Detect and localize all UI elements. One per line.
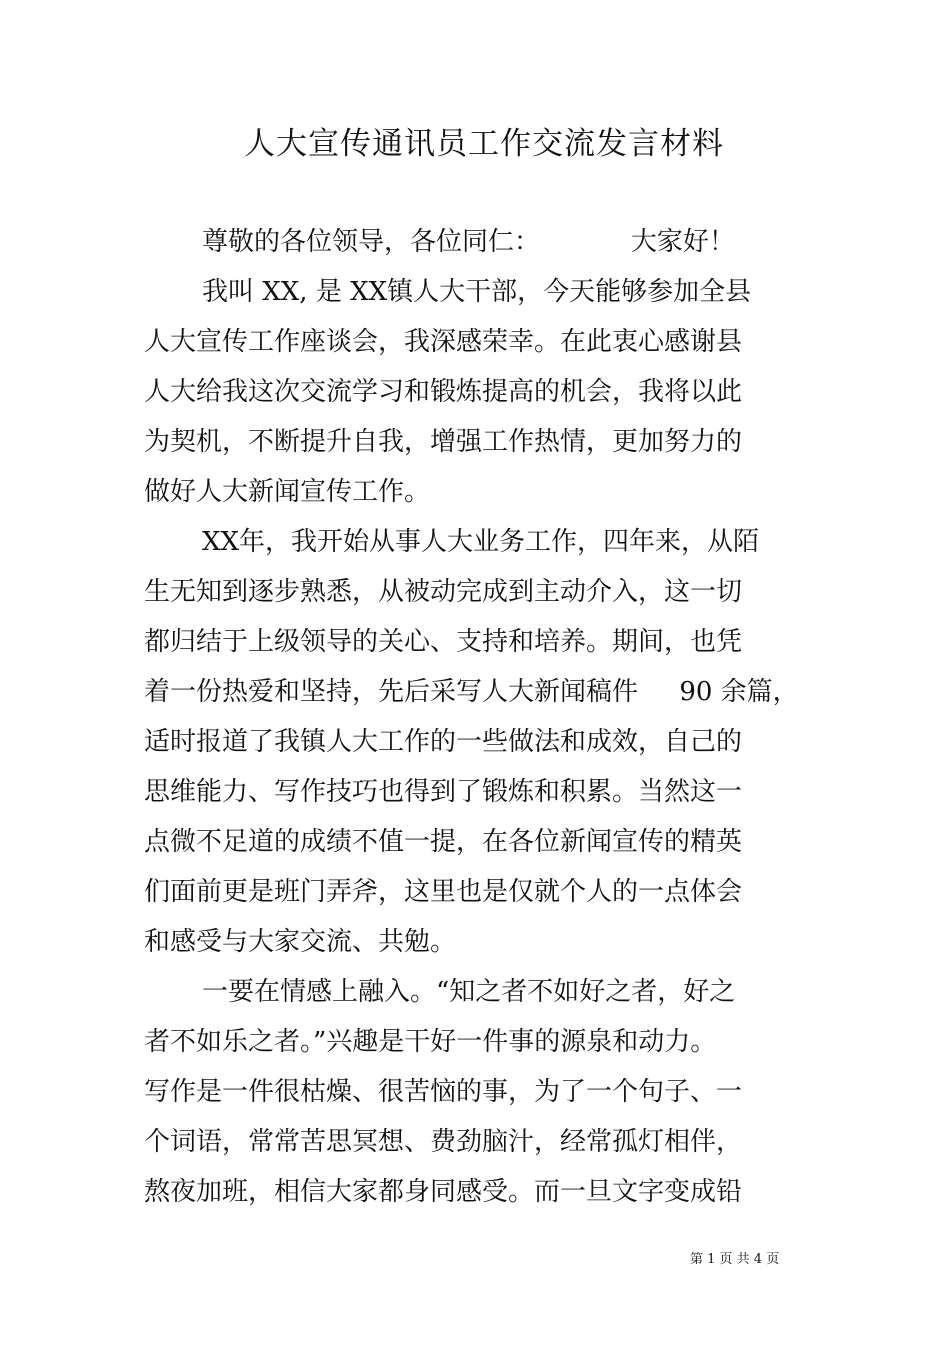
body-line: 人大给我这次交流学习和锻炼提高的机会，我将以此 xyxy=(144,377,743,407)
body-line: 们面前更是班门弄斧，这里也是仅就个人的一点体会 xyxy=(144,877,743,907)
body-line: 者不如乐之者。”兴趣是干好一件事的源泉和动力。 xyxy=(144,1027,717,1057)
body-line: XX年，我开始从事人大业务工作，四年来，从陌 xyxy=(202,527,760,557)
body-line: 熬夜加班，相信大家都身同感受。而一旦文字变成铅 xyxy=(144,1177,743,1207)
body-line: 个词语，常常苦思冥想、费劲脑汁，经常孤灯相伴， xyxy=(144,1127,743,1157)
body-line: 都归结于上级领导的关心、支持和培养。期间，也凭 xyxy=(144,627,743,657)
body-line: 生无知到逐步熟悉，从被动完成到主动介入，这一切 xyxy=(144,577,743,607)
body-line: 人大宣传工作座谈会，我深感荣幸。在此衷心感谢县 xyxy=(144,327,743,357)
document-title: 人大宣传通讯员工作交流发言材料 xyxy=(244,126,724,162)
body-line: 着一份热爱和坚持，先后采写人大新闻稿件 90 余篇， xyxy=(144,677,799,707)
body-line: 尊敬的各位领导，各位同仁： 大家好！ xyxy=(202,227,735,257)
body-line: 和感受与大家交流、共勉。 xyxy=(144,927,457,957)
body-line: 做好人大新闻宣传工作。 xyxy=(144,477,431,507)
body-line: 思维能力、写作技巧也得到了锻炼和积累。当然这一 xyxy=(144,777,743,807)
body-line: 点微不足道的成绩不值一提，在各位新闻宣传的精英 xyxy=(144,827,743,857)
body-line: 适时报道了我镇人大工作的一些做法和成效，自己的 xyxy=(144,727,743,757)
body-line: 一要在情感上融入。“知之者不如好之者，好之 xyxy=(202,977,736,1007)
body-line: 为契机，不断提升自我，增强工作热情，更加努力的 xyxy=(144,427,743,457)
page-number-footer: 第 1 页 共 4 页 xyxy=(690,1252,780,1267)
body-line: 我叫 XX, 是 XX镇人大干部，今天能够参加全县 xyxy=(202,277,752,307)
document-body xyxy=(144,222,804,1222)
body-line: 写作是一件很枯燥、很苦恼的事，为了一个句子、一 xyxy=(144,1077,743,1107)
